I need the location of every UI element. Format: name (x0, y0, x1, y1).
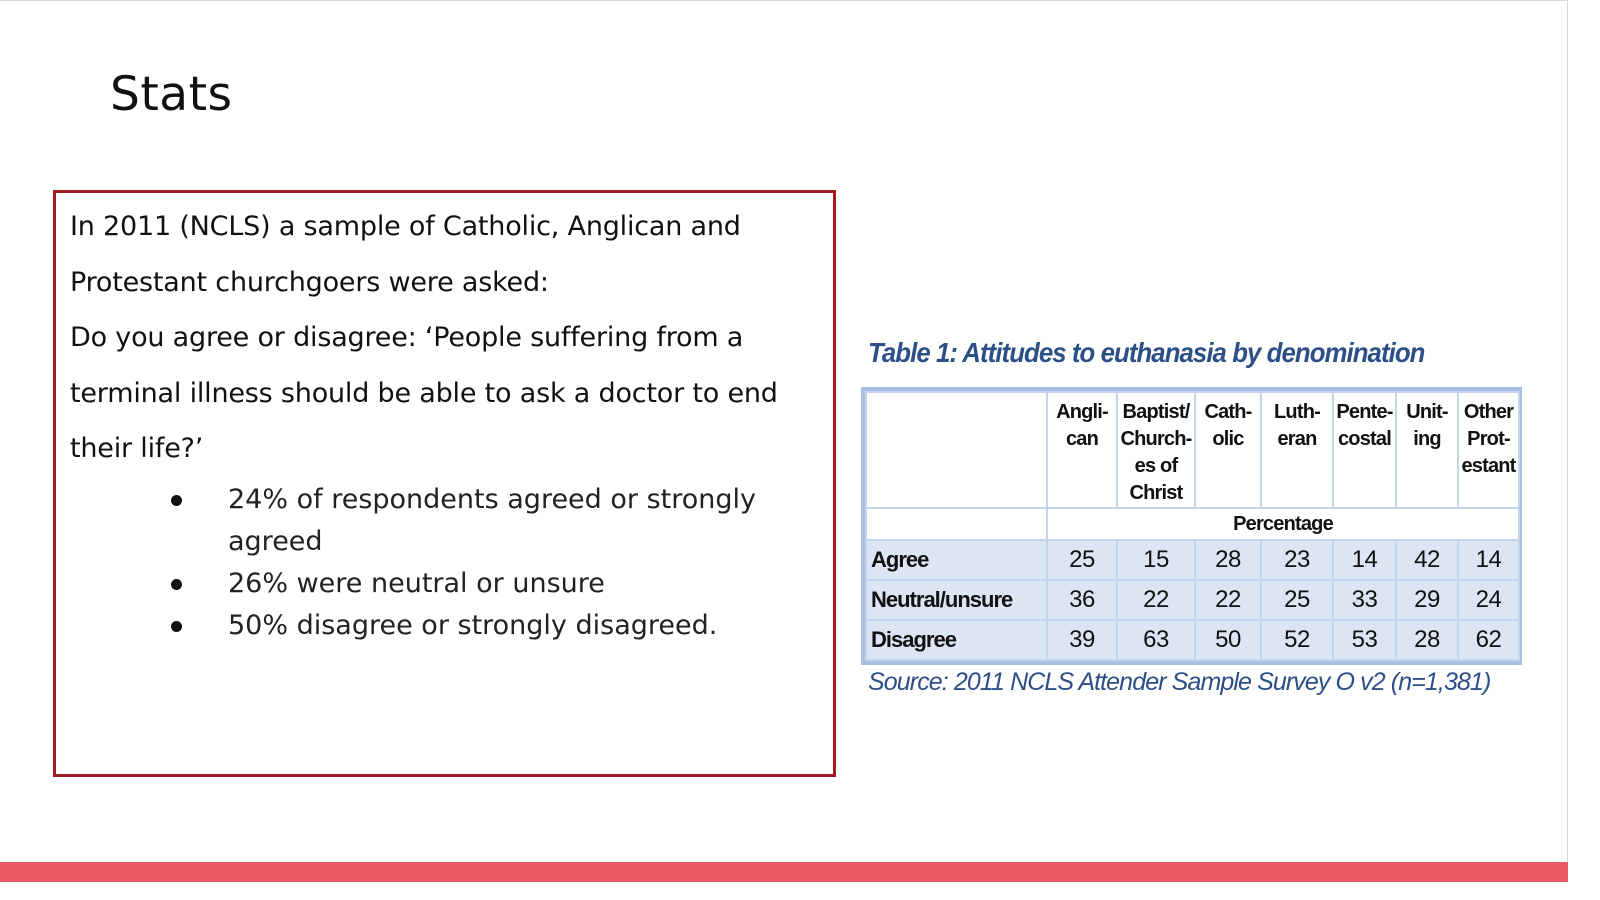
table-cell: 33 (1333, 580, 1396, 620)
intro-line: Protestant churchgoers were asked: (70, 266, 549, 298)
bullet-icon (171, 579, 182, 590)
attitudes-table (865, 391, 1520, 661)
table-cell: 15 (1117, 540, 1195, 580)
table-row (866, 620, 1519, 660)
bottom-margin (0, 882, 1600, 900)
column-header: Pente-costal (1333, 392, 1396, 508)
intro-line: their life?’ (70, 433, 204, 464)
intro-line: terminal illness should be able to ask a doctor to end (70, 377, 778, 409)
table-header-row (866, 392, 1519, 508)
table-cell: 25 (1047, 540, 1117, 580)
table-cell: 24 (1458, 580, 1519, 620)
table-cell: 36 (1047, 580, 1117, 620)
table-cell: 23 (1261, 540, 1333, 580)
table-empty-cell (866, 508, 1047, 540)
table-cell: 53 (1333, 620, 1396, 660)
table-frame (861, 387, 1522, 665)
intro-line: In 2011 (NCLS) a sample of Catholic, Anglican and (70, 211, 741, 242)
results-list (171, 479, 791, 647)
column-header: Baptist/ Church-es of Christ (1117, 392, 1195, 508)
table-cell: 63 (1117, 620, 1195, 660)
table-cell: 22 (1195, 580, 1261, 620)
table-cell: 52 (1261, 620, 1333, 660)
table-cell: 14 (1458, 540, 1519, 580)
table-cell: 39 (1047, 620, 1117, 660)
list-item: 24% of respondents agreed or strongly agreed (171, 479, 791, 563)
table-cell: 22 (1117, 580, 1195, 620)
row-label: Agree (866, 540, 1047, 580)
slide-title: Stats (110, 67, 233, 122)
table-cell: 29 (1396, 580, 1458, 620)
table-title: Table 1: Attitudes to euthanasia by denomination (868, 337, 1425, 368)
table-subheader-row (866, 508, 1519, 540)
column-header: Unit-ing (1396, 392, 1458, 508)
table-cell: 25 (1261, 580, 1333, 620)
accent-bar (0, 862, 1568, 882)
table-cell: 28 (1195, 540, 1261, 580)
column-header: Angli-can (1047, 392, 1117, 508)
table-cell: 62 (1458, 620, 1519, 660)
list-item: 50% disagree or strongly disagreed. (171, 605, 791, 647)
column-header: Other Prot-estant (1458, 392, 1519, 508)
table-row (866, 540, 1519, 580)
intro-line: Do you agree or disagree: ‘People suffering from a (70, 322, 744, 353)
table-cell: 14 (1333, 540, 1396, 580)
right-margin (1568, 0, 1600, 900)
bullet-icon (171, 495, 182, 506)
table-source: Source: 2011 NCLS Attender Sample Survey O v2 (n=1,381) (868, 668, 1491, 696)
row-label: Disagree (866, 620, 1047, 660)
table-cell: 50 (1195, 620, 1261, 660)
survey-intro (70, 199, 830, 477)
table-corner-cell (866, 392, 1047, 508)
table-cell: 42 (1396, 540, 1458, 580)
list-item: 26% were neutral or unsure (171, 563, 791, 605)
table-cell: 28 (1396, 620, 1458, 660)
column-header: Cath-olic (1195, 392, 1261, 508)
table-row (866, 580, 1519, 620)
row-label: Neutral/unsure (866, 580, 1047, 620)
survey-text-box (53, 190, 836, 777)
bullet-icon (171, 621, 182, 632)
percentage-subheader: Percentage (1047, 508, 1519, 540)
column-header: Luth-eran (1261, 392, 1333, 508)
